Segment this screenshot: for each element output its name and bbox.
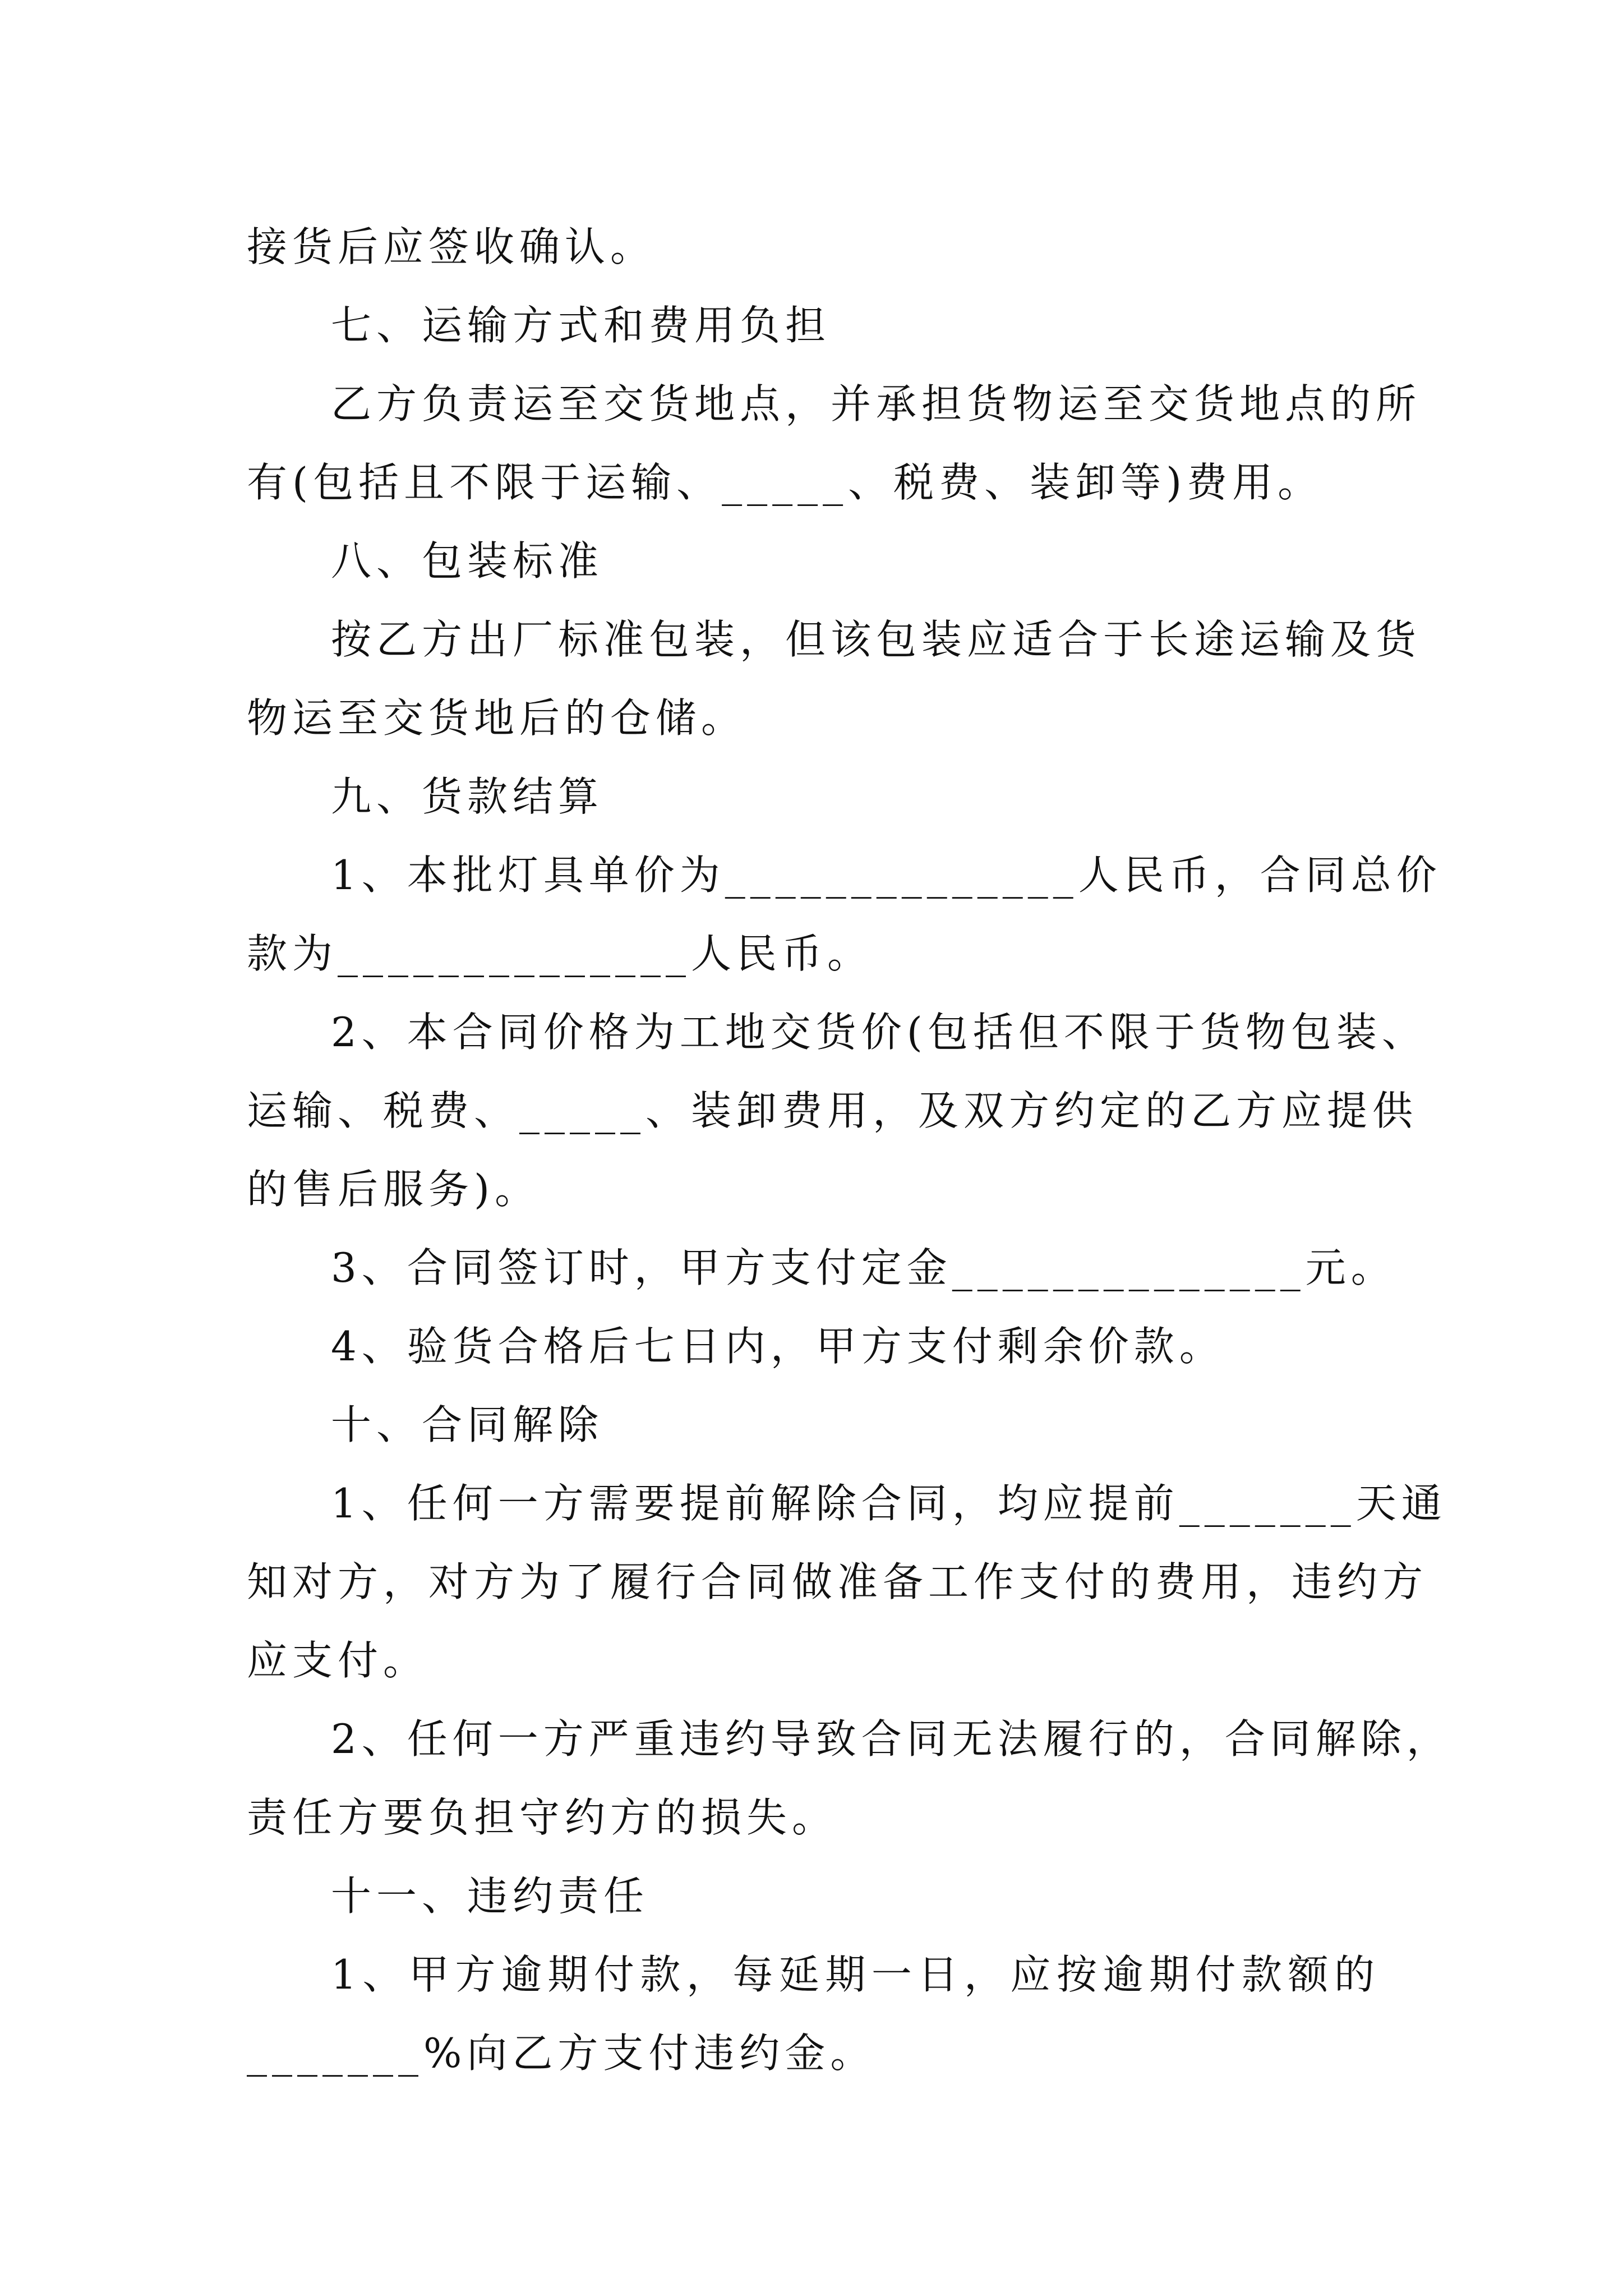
section-heading: 十一、违约责任 (331, 1872, 649, 1920)
section-heading: 八、包装标准 (331, 537, 604, 585)
paragraph-line: 应支付。 (247, 1637, 429, 1684)
paragraph-line: 有(包括且不限于运输、_____、税费、装卸等)费用。 (247, 459, 1324, 506)
section-heading: 七、运输方式和费用负担 (331, 302, 831, 349)
paragraph-line: 4、验货合格后七日内，甲方支付剩余价款。 (331, 1323, 1225, 1370)
paragraph-line: 按乙方出厂标准包装，但该包装应适合于长途运输及货 (331, 616, 1422, 663)
paragraph-line: 2、本合同价格为工地交货价(包括但不限于货物包装、 (331, 1009, 1427, 1056)
paragraph-line: 3、合同签订时，甲方支付定金______________元。 (331, 1244, 1396, 1291)
paragraph-line: 款为______________人民币。 (247, 930, 873, 977)
paragraph-line: 接货后应签收确认。 (247, 223, 656, 270)
paragraph-line: 2、任何一方严重违约导致合同无法履行的，合同解除， (331, 1715, 1452, 1763)
paragraph-line: 1、本批灯具单价为______________人民币，合同总价 (331, 852, 1442, 899)
section-heading: 十、合同解除 (331, 1401, 604, 1448)
section-heading: 九、货款结算 (331, 773, 604, 820)
paragraph-line: 运输、税费、_____、装卸费用，及双方约定的乙方应提供 (247, 1087, 1418, 1134)
paragraph-line: 的售后服务)。 (247, 1166, 541, 1213)
paragraph-line: 1、甲方逾期付款，每延期一日，应按逾期付款额的 (331, 1951, 1380, 1998)
paragraph-line: 知对方，对方为了履行合同做准备工作支付的费用，违约方 (247, 1558, 1428, 1605)
paragraph-line: 1、任何一方需要提前解除合同，均应提前_______天通 (331, 1480, 1447, 1527)
paragraph-line: 乙方负责运至交货地点，并承担货物运至交货地点的所 (331, 380, 1422, 427)
paragraph-line: 责任方要负担守约方的损失。 (247, 1794, 838, 1841)
paragraph-line: _______%向乙方支付违约金。 (247, 2030, 876, 2077)
paragraph-line: 物运至交货地后的仓储。 (247, 694, 747, 742)
